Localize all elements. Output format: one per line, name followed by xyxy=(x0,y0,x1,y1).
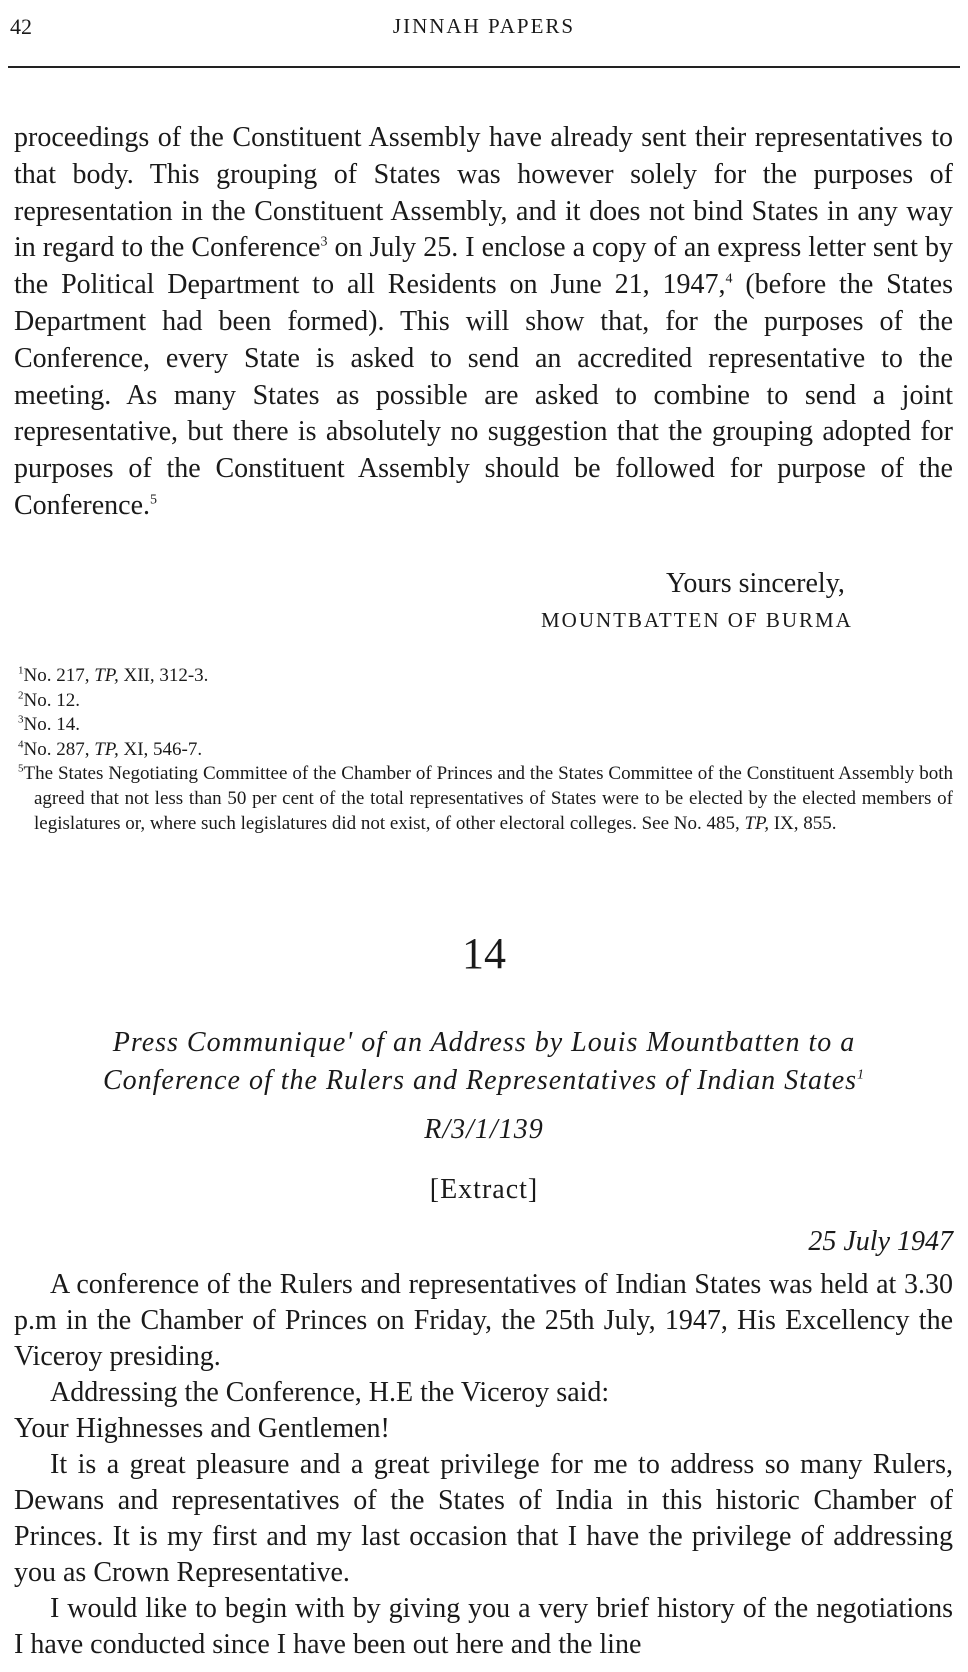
footnote-ref: 3 xyxy=(320,235,328,251)
footnote-ref: 5 xyxy=(150,492,158,508)
letter-text-run: proceedings of the Constituent Assembly have already sent their representatives to that body. This grouping of States was however solely for the purposes of representation in the Constituent Assembly, and it does not bind States in any way in regard to the Conference xyxy=(14,122,953,264)
footnotes xyxy=(18,664,953,836)
running-head: JINNAH PAPERS xyxy=(392,14,576,38)
document-paragraph: Your Highnesses and Gentlemen! xyxy=(14,1413,390,1444)
document-paragraph: Addressing the Conference, H.E the Viceroy said: xyxy=(50,1377,610,1408)
document-title-line-2: Conference of the Rulers and Representatives of Indian States xyxy=(102,1065,858,1096)
footnote-text: No. 287, xyxy=(23,738,95,760)
document-text xyxy=(14,1267,953,1663)
footnote-text: No. 14. xyxy=(23,714,80,736)
letter-closing: Yours sincerely, xyxy=(666,568,845,599)
footnote-text: No. 12. xyxy=(23,689,80,711)
footnote-mark: 5 xyxy=(18,763,24,776)
page-number: 42 xyxy=(10,14,32,39)
document-reference: R/3/1/139 xyxy=(424,1114,544,1145)
letter-body xyxy=(14,120,953,525)
header-rule xyxy=(8,66,960,68)
footnote-italic-text: TP, xyxy=(94,738,119,760)
footnote-text: IX, 855. xyxy=(768,812,837,834)
document-date: 25 July 1947 xyxy=(808,1226,953,1257)
footnote-4 xyxy=(18,738,953,763)
footnote-5 xyxy=(18,762,953,836)
footnote-italic-text: TP, xyxy=(94,665,119,686)
document-title-line-1: Press Communique' of an Address by Louis Mountbatten to a xyxy=(112,1027,856,1058)
footnote-ref: 4 xyxy=(725,271,733,287)
document-paragraph: It is a great pleasure and a great privilege for me to address so many Rulers, Dewans and representatives of the States of India in this historic Chamber of Princes. It is my first and my last occasion that I have the privilege of addressing you as Crown Representative. xyxy=(14,1449,953,1588)
document-paragraph: A conference of the Rulers and representatives of Indian States was held at 3.30 p.m in the Chamber of Princes on Friday, the 25th July, 1947, His Excellency the Viceroy presiding. xyxy=(14,1269,953,1372)
footnote-italic-text: TP, xyxy=(744,812,769,834)
footnote-text: The States Negotiating Committee of the Chamber of Princes and the States Committee of the Constituent Assembly both agreed that not less than 50 per cent of the total representatives of States were to be elected by the elected members of legislatures or, where such legislatures did not exist, of other electoral colleges. See No. 485, xyxy=(23,763,953,834)
footnote-text: XII, 312-3. xyxy=(118,665,209,686)
footnote-text: XI, 546-7. xyxy=(118,738,203,760)
footnote-2 xyxy=(18,689,953,714)
document-title-footnote-ref: 1 xyxy=(857,1067,866,1083)
letter-text-run: (before the States Department had been formed). This will show that, for the purposes of the Conference, every State is asked to send an accredited representative to the meeting. As many States as possible are asked to combine to send a joint representative, but there is absolutely no suggestion that the grouping adopted for purposes of the Constituent Assembly should be followed for purpose of the Conference. xyxy=(14,269,954,521)
footnote-mark: 2 xyxy=(18,689,24,702)
letter-signature: MOUNTBATTEN OF BURMA xyxy=(541,608,853,632)
footnote-1 xyxy=(18,664,953,689)
footnote-mark: 3 xyxy=(18,713,24,726)
letter-text-run: on July 25. I enclose a copy of an express letter sent by the Political Department to all Residents on June 21, 1947, xyxy=(14,232,953,301)
document-paragraph: I would like to begin with by giving you a very brief history of the negotiations I have conducted since I have been out here and the line xyxy=(14,1593,953,1660)
footnote-text: No. 217, xyxy=(23,665,95,686)
footnote-mark: 4 xyxy=(18,738,24,751)
footnote-mark: 1 xyxy=(18,664,24,677)
document-extract-label: [Extract] xyxy=(429,1174,539,1205)
document-title xyxy=(0,1024,968,1100)
footnote-3 xyxy=(18,713,953,738)
document-number: 14 xyxy=(462,929,506,978)
